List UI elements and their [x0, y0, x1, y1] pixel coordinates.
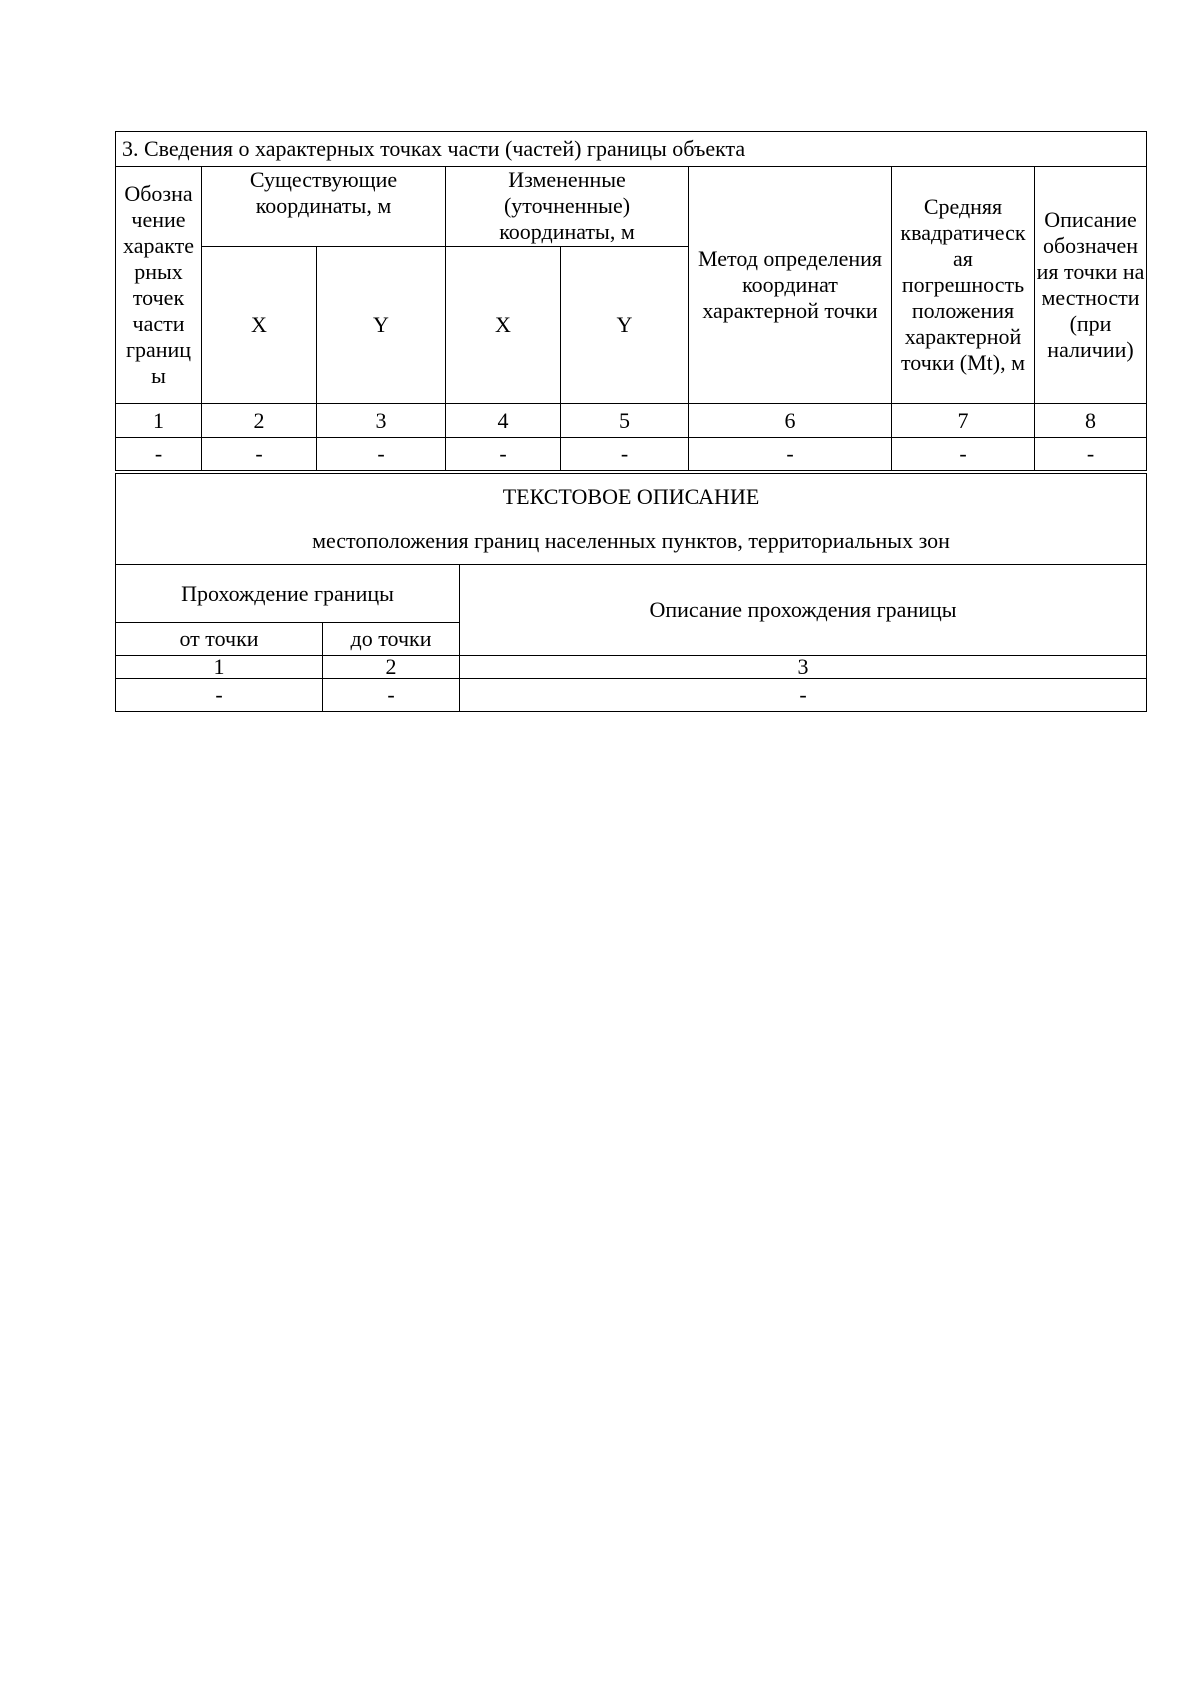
header-designation: Обозна чение характе рных точек части границ ы — [116, 167, 202, 404]
section-title: 3. Сведения о характерных точках части (частей) границы объекта — [116, 132, 1147, 167]
header-method: Метод определения координат характерной точки — [689, 167, 892, 404]
table-cell: - — [202, 438, 317, 471]
table-cell: - — [317, 438, 446, 471]
table-cell: - — [323, 679, 460, 712]
text-description-subtitle: местоположения границ населенных пунктов, территориальных зон — [312, 528, 950, 553]
table-cell: - — [892, 438, 1035, 471]
column-number: 5 — [561, 404, 689, 438]
text-description-title: ТЕКСТОВОЕ ОПИСАНИЕ — [502, 484, 760, 509]
header-x-existing: X — [202, 247, 317, 404]
header-passage-description: Описание прохождения границы — [460, 565, 1147, 656]
text-description-heading — [116, 474, 1147, 565]
column-number: 6 — [689, 404, 892, 438]
header-y-changed: Y — [561, 247, 689, 404]
column-number: 3 — [460, 656, 1147, 679]
column-number: 4 — [446, 404, 561, 438]
boundary-text-description-table — [115, 473, 1147, 712]
header-from-point: от точки — [116, 623, 323, 656]
header-y-existing: Y — [317, 247, 446, 404]
header-to-point: до точки — [323, 623, 460, 656]
table-cell: - — [689, 438, 892, 471]
column-number: 2 — [323, 656, 460, 679]
header-x-changed: X — [446, 247, 561, 404]
column-number: 8 — [1035, 404, 1147, 438]
column-number: 2 — [202, 404, 317, 438]
header-error: Средняя квадратическ ая погрешность положения характерной точки (Mt), м — [892, 167, 1035, 404]
header-description: Описание обозначен ия точки на местности (при наличии) — [1035, 167, 1147, 404]
table-cell: - — [116, 679, 323, 712]
table-cell: - — [446, 438, 561, 471]
header-boundary-passage: Прохождение границы — [116, 565, 460, 623]
table-cell: - — [116, 438, 202, 471]
column-number: 3 — [317, 404, 446, 438]
column-number: 1 — [116, 656, 323, 679]
boundary-points-table — [115, 131, 1147, 471]
header-changed-coords: Измененные (уточненные) координаты, м — [446, 167, 689, 247]
header-existing-coords: Существующие координаты, м — [202, 167, 446, 247]
table-cell: - — [1035, 438, 1147, 471]
column-number: 1 — [116, 404, 202, 438]
table-cell: - — [561, 438, 689, 471]
table-cell: - — [460, 679, 1147, 712]
column-number: 7 — [892, 404, 1035, 438]
